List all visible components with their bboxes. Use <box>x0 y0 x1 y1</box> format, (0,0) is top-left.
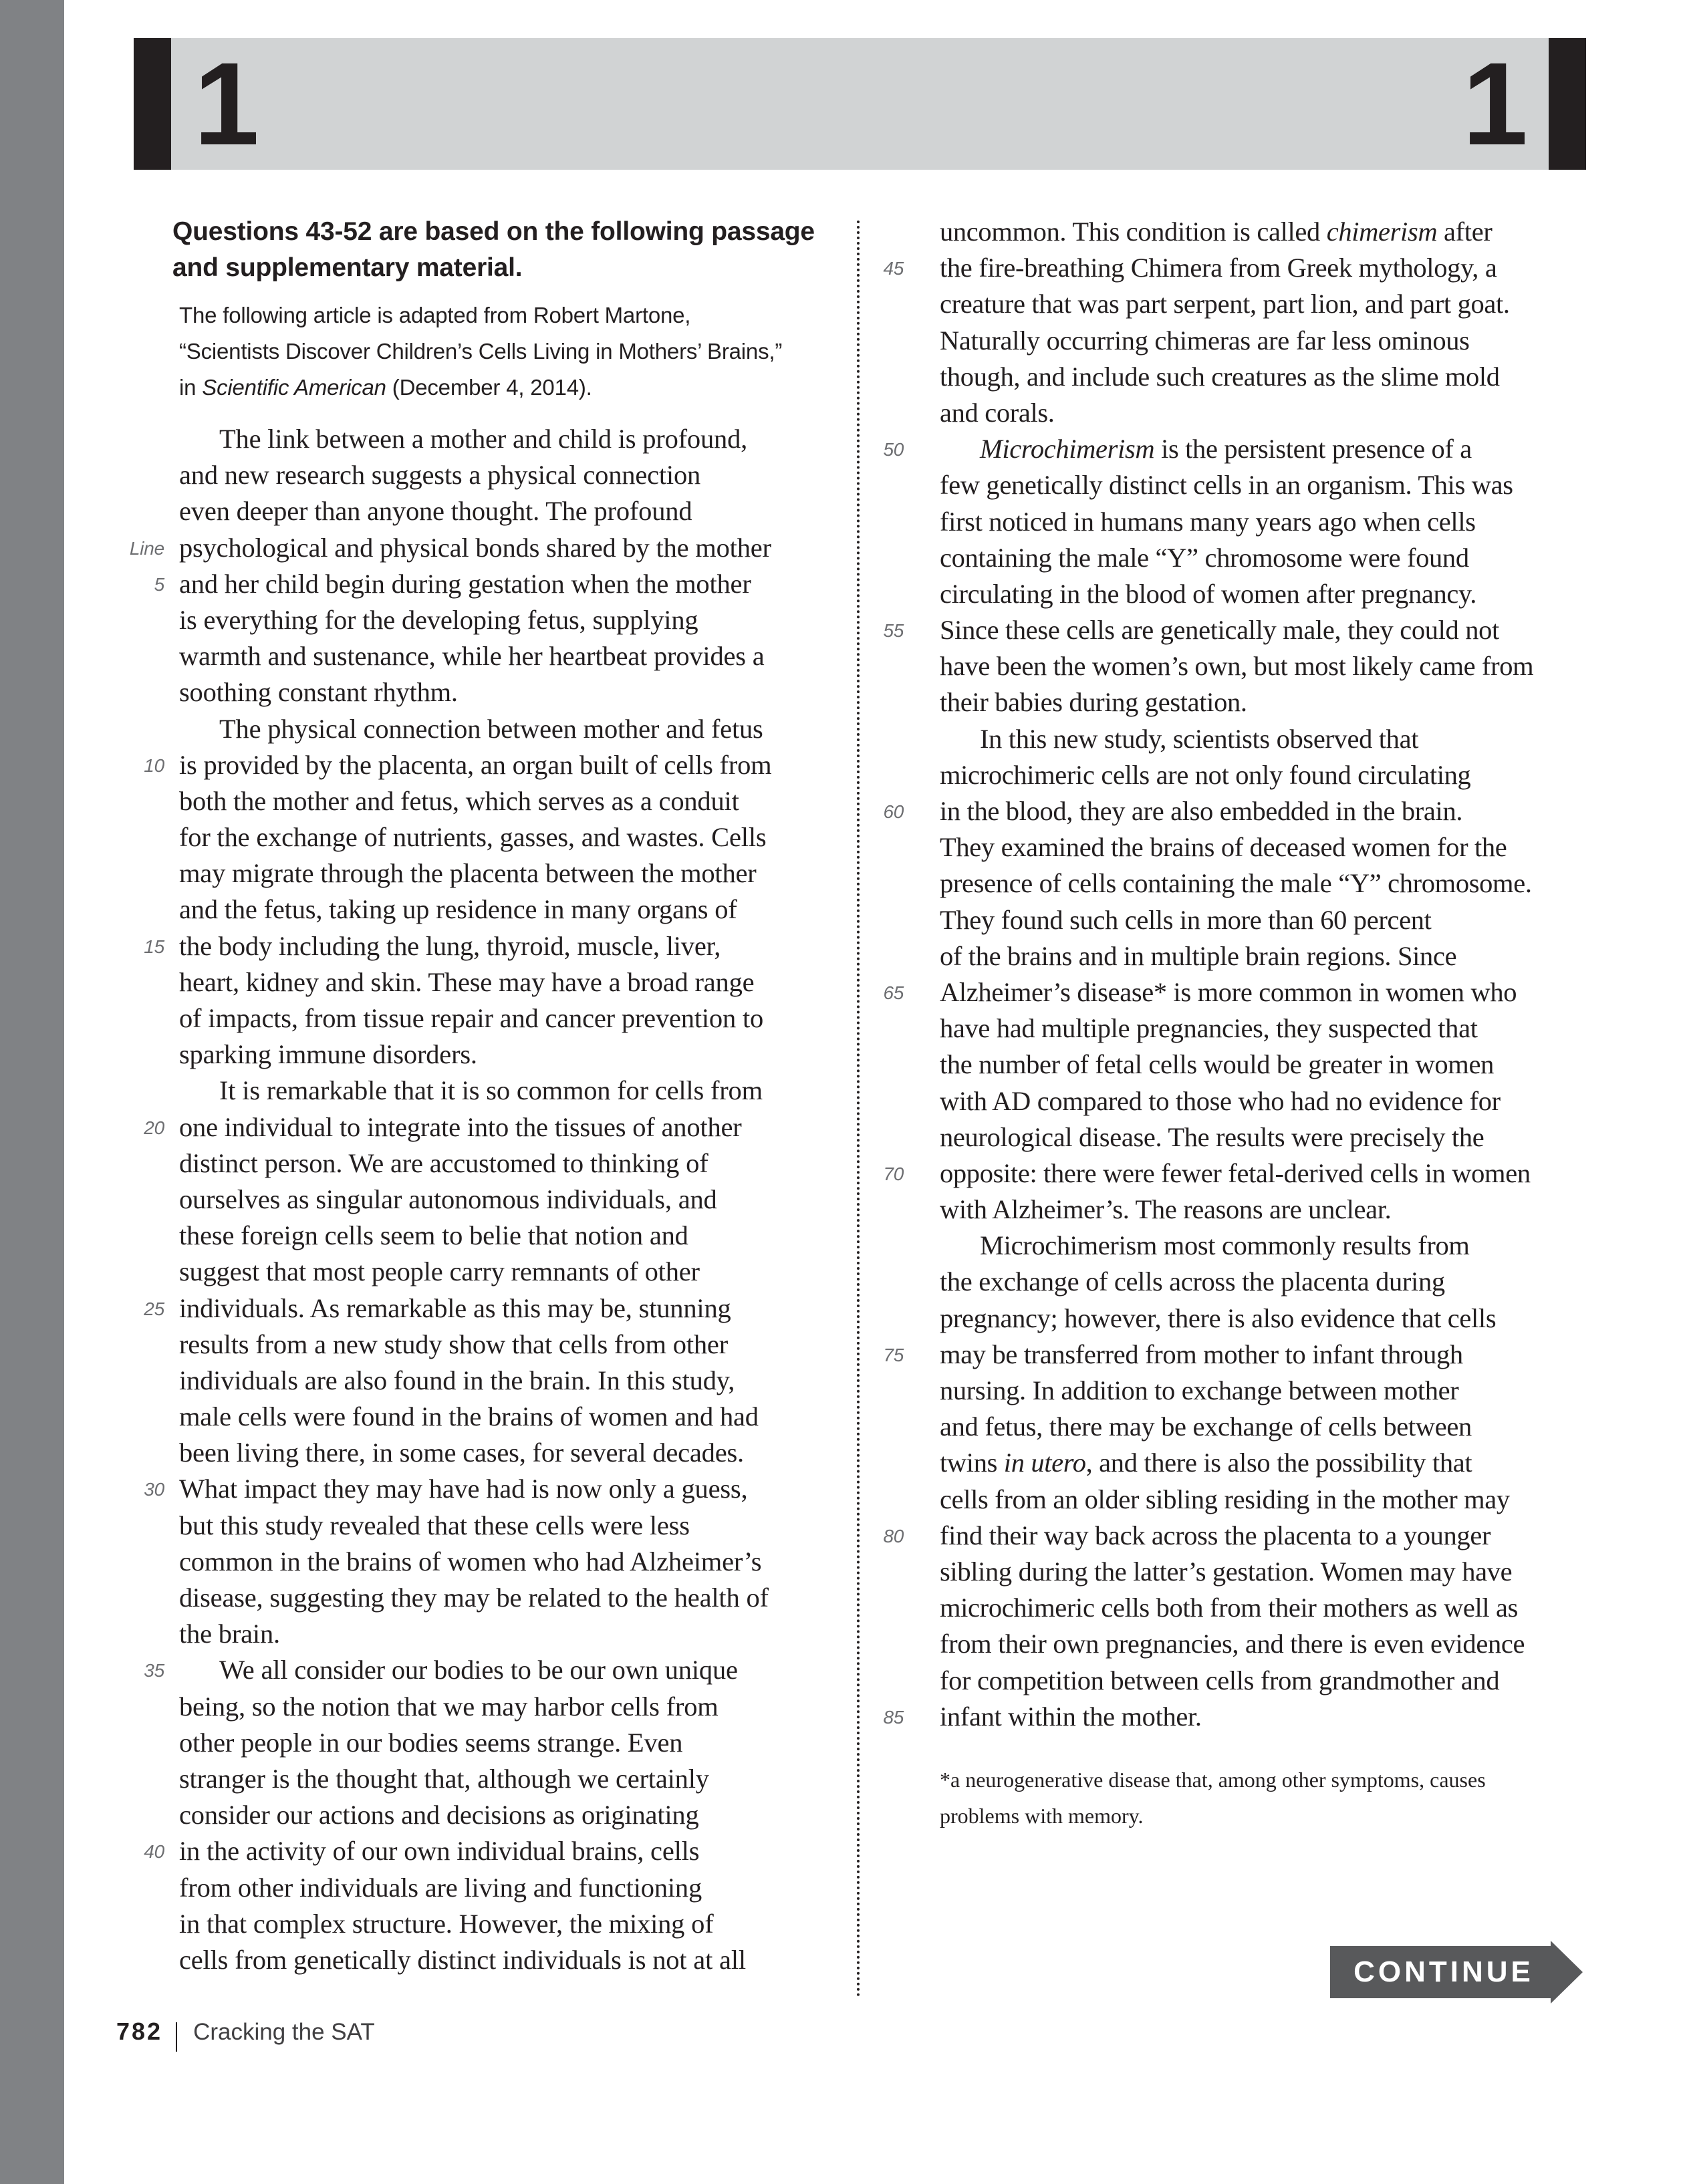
passage-line <box>883 1518 1581 1554</box>
passage-line <box>179 1689 827 1725</box>
passage-line-text: Naturally occurring chimeras are far less ominous <box>940 325 1470 356</box>
line-number: 70 <box>883 1163 904 1184</box>
passage-line <box>179 674 827 710</box>
passage-line <box>940 1010 1581 1047</box>
line-number: 60 <box>883 801 904 822</box>
line-number: 75 <box>883 1344 904 1365</box>
line-number: 55 <box>883 620 904 642</box>
passage-line <box>940 1445 1581 1481</box>
passage-line <box>144 1109 827 1145</box>
page-number: 782 <box>116 2018 163 2045</box>
passage-line-text: male cells were found in the brains of women and had <box>179 1401 759 1432</box>
passage-line-text: with AD compared to those who had no evidence for <box>940 1085 1501 1116</box>
passage-line <box>144 1833 827 1869</box>
passage-line <box>179 1327 827 1363</box>
passage-left <box>129 421 827 1978</box>
passage-line <box>940 1083 1581 1119</box>
passage-line <box>940 757 1581 793</box>
question-heading: Questions 43-52 are based on the following passage and supplementary material. <box>172 217 815 282</box>
passage-line-text: What impact they may have had is now only a guess, <box>179 1474 748 1504</box>
passage-line-text: these foreign cells seem to belie that notion and <box>179 1220 688 1251</box>
passage-line <box>179 1797 827 1833</box>
passage-line-text: containing the male “Y” chromosome were found <box>940 542 1469 573</box>
passage-line-text: have been the women’s own, but most likely came from <box>940 651 1534 682</box>
passage-line-text: nursing. In addition to exchange between mother <box>940 1375 1459 1405</box>
passage-line-text: They found such cells in more than 60 percent <box>940 904 1432 935</box>
passage-line-text: ourselves as singular autonomous individuals, and <box>179 1184 717 1214</box>
column-divider <box>857 221 860 1998</box>
passage-line <box>179 1254 827 1290</box>
passage-line-text: in the activity of our own individual brains, cells <box>179 1836 700 1867</box>
passage-line-text: for competition between cells from grandmother and <box>940 1665 1500 1695</box>
passage-line-text: In this new study, scientists observed that <box>980 723 1419 754</box>
passage-line <box>883 1337 1581 1373</box>
passage-line <box>179 1616 827 1652</box>
passage-line-text: results from a new study show that cells from other <box>179 1329 728 1359</box>
passage-line <box>940 323 1581 359</box>
passage-line <box>940 721 1581 757</box>
passage-line-text: sibling during the latter’s gestation. Women may have <box>940 1556 1513 1587</box>
passage-line <box>179 638 827 674</box>
passage-intro <box>179 297 827 406</box>
passage-line <box>179 1145 827 1182</box>
passage-line <box>129 530 827 566</box>
passage-line-text: They examined the brains of deceased women for the <box>940 832 1507 863</box>
passage-line <box>940 1228 1581 1264</box>
line-number: 15 <box>144 936 164 957</box>
passage-line-text: Since these cells are genetically male, they could not <box>940 615 1499 646</box>
passage-line-text: and her child begin during gestation when the mother <box>179 568 751 599</box>
page-footer <box>116 2012 375 2052</box>
passage-line <box>940 504 1581 540</box>
passage-line <box>940 684 1581 720</box>
line-number: 25 <box>144 1298 164 1319</box>
passage-line-text: the brain. <box>179 1619 280 1649</box>
line-number: 65 <box>883 982 904 1003</box>
passage-line-text: of the brains and in multiple brain regions. Since <box>940 940 1457 971</box>
passage-line <box>179 1435 827 1471</box>
passage-line <box>940 829 1581 865</box>
section-number-left: 1 <box>194 39 259 170</box>
passage-line <box>179 1761 827 1797</box>
passage-line <box>883 1155 1581 1192</box>
passage-line-text: neurological disease. The results were precisely the <box>940 1121 1484 1152</box>
passage-line <box>883 612 1581 648</box>
line-number: 10 <box>144 755 164 776</box>
passage-line <box>144 1290 827 1327</box>
passage-line <box>883 250 1581 286</box>
line-number: 35 <box>144 1660 164 1681</box>
passage-line <box>179 602 827 638</box>
line-number: 85 <box>883 1706 904 1728</box>
passage-line <box>940 1590 1581 1626</box>
passage-line <box>144 1652 827 1688</box>
line-number: 20 <box>144 1117 164 1138</box>
intro-text: (December 4, 2014). <box>386 375 592 400</box>
passage-line-text: The link between a mother and child is profound, <box>219 424 748 454</box>
passage-line <box>179 783 827 819</box>
footnote-line: problems with memory. <box>940 1803 1144 1828</box>
passage-line-text: infant within the mother. <box>940 1701 1202 1732</box>
passage-line <box>179 1580 827 1616</box>
passage-line-text: been living there, in some cases, for several decades. <box>179 1438 744 1468</box>
passage-line <box>940 359 1581 395</box>
intro-line: “Scientists Discover Children’s Cells Living in Mothers’ Brains,” <box>179 339 783 364</box>
passage-line <box>940 1264 1581 1300</box>
passage-line-text: after <box>1437 217 1493 247</box>
line-number: 45 <box>883 258 904 279</box>
passage-line <box>179 1363 827 1399</box>
passage-line <box>940 286 1581 322</box>
passage-line-text: individuals. As remarkable as this may be, stunning <box>179 1292 731 1323</box>
intro-line <box>179 370 827 406</box>
passage-line-text: is provided by the placenta, an organ built of cells from <box>179 749 772 780</box>
book-title: Cracking the SAT <box>193 2019 375 2045</box>
emphasized-term: chimerism <box>1326 217 1438 247</box>
intro-text: in <box>179 375 203 400</box>
passage-line-text: psychological and physical bonds shared by the mother <box>179 532 771 563</box>
passage-line-text: one individual to integrate into the tissues of another <box>179 1111 742 1142</box>
footnote-line: *a neurogenerative disease that, among other symptoms, causes <box>940 1767 1486 1792</box>
emphasized-term: in utero <box>1003 1448 1086 1478</box>
right-column <box>883 214 1581 1834</box>
passage-line <box>883 1699 1581 1735</box>
line-number: 30 <box>144 1479 164 1500</box>
passage-line <box>144 747 827 783</box>
passage-line <box>883 793 1581 829</box>
passage-line <box>179 421 827 457</box>
passage-line-text: of impacts, from tissue repair and cancer prevention to <box>179 1003 764 1033</box>
passage-line-text: have had multiple pregnancies, they suspected that <box>940 1013 1478 1044</box>
passage-line-text: the fire-breathing Chimera from Greek mythology, a <box>940 253 1497 283</box>
passage-line <box>179 892 827 928</box>
continue-button[interactable] <box>1330 1941 1584 2004</box>
passage-line <box>940 1301 1581 1337</box>
passage-line <box>940 1192 1581 1228</box>
passage-line-text: even deeper than anyone thought. The profound <box>179 496 692 527</box>
passage-line-text: few genetically distinct cells in an organism. This was <box>940 470 1513 501</box>
passage-line-text: disease, suggesting they may be related to the health of <box>179 1583 769 1613</box>
passage-line-text: twins <box>940 1448 1004 1478</box>
passage-line-text: opposite: there were fewer fetal-derived cells in women <box>940 1157 1531 1188</box>
passage-line-text: in that complex structure. However, the mixing of <box>179 1908 714 1939</box>
passage-line-text: common in the brains of women who had Alzheimer’s <box>179 1546 762 1577</box>
passage-line-text: in the blood, they are also embedded in the brain. <box>940 796 1463 826</box>
passage-line-text: cells from genetically distinct individuals is not at all <box>179 1944 746 1975</box>
passage-line <box>883 431 1581 467</box>
passage-line-text: for the exchange of nutrients, gasses, and wastes. Cells <box>179 822 767 853</box>
passage-line <box>940 1663 1581 1699</box>
passage-line-text: may be transferred from mother to infant through <box>940 1339 1463 1369</box>
passage-line-text: The physical connection between mother and fetus <box>219 713 763 744</box>
passage-right <box>883 214 1581 1735</box>
passage-line-text: Alzheimer’s disease* is more common in women who <box>940 976 1517 1007</box>
passage-line-text: the number of fetal cells would be greater in women <box>940 1049 1494 1080</box>
passage-line-text: sparking immune disorders. <box>179 1039 477 1070</box>
passage-line-text: , and there is also the possibility that <box>1085 1448 1472 1478</box>
passage-line <box>179 1906 827 1942</box>
passage-line-text: from other individuals are living and functioning <box>179 1872 702 1903</box>
passage-line-text: warmth and sustenance, while her heartbeat provides a <box>179 641 765 672</box>
passage-line-text: soothing constant rhythm. <box>179 677 458 708</box>
passage-line <box>179 1218 827 1254</box>
passage-line-text: with Alzheimer’s. The reasons are unclear. <box>940 1194 1392 1225</box>
passage-line-text: other people in our bodies seems strange. Even <box>179 1727 683 1758</box>
passage-line-text: microchimeric cells are not only found circulating <box>940 759 1471 790</box>
passage-line <box>179 1000 827 1037</box>
passage-line <box>940 576 1581 612</box>
passage-line-text: from their own pregnancies, and there is even evidence <box>940 1629 1525 1659</box>
passage-line <box>179 493 827 529</box>
passage-line-text: their babies during gestation. <box>940 687 1247 718</box>
section-number-right: 1 <box>1462 39 1528 170</box>
publication-title: Scientific American <box>202 375 386 400</box>
passage-line-text: is everything for the developing fetus, supplying <box>179 604 698 635</box>
passage-line-text: and fetus, there may be exchange of cells between <box>940 1411 1472 1442</box>
passage-line-text: Microchimerism most commonly results from <box>980 1230 1470 1261</box>
passage-line-text: may migrate through the placenta between the mother <box>179 858 757 889</box>
passage-line <box>179 964 827 1000</box>
passage-line <box>179 819 827 855</box>
passage-line <box>940 1482 1581 1518</box>
line-number: 50 <box>883 439 904 460</box>
passage-line-text: both the mother and fetus, which serves as a conduit <box>179 785 739 816</box>
passage-line-text: though, and include such creatures as the slime mold <box>940 361 1500 392</box>
passage-line-text: consider our actions and decisions as originating <box>179 1800 699 1830</box>
page-side-strip <box>0 0 64 2184</box>
passage-line-text: circulating in the blood of women after pregnancy. <box>940 578 1477 609</box>
footer-separator <box>176 2022 177 2052</box>
passage-line <box>144 928 827 964</box>
passage-line-text: distinct person. We are accustomed to thinking of <box>179 1147 708 1178</box>
continue-label: CONTINUE <box>1353 1955 1534 1988</box>
passage-line <box>179 1870 827 1906</box>
passage-line-text: is the persistent presence of a <box>1154 434 1472 464</box>
passage-line <box>940 1626 1581 1662</box>
passage-line <box>940 648 1581 684</box>
passage-line-text: but this study revealed that these cells were less <box>179 1510 690 1540</box>
passage-line <box>940 214 1581 250</box>
line-number: 80 <box>883 1525 904 1546</box>
passage-line-text: uncommon. This condition is called <box>940 217 1327 247</box>
passage-line-text: find their way back across the placenta to a younger <box>940 1520 1491 1550</box>
passage-line <box>940 540 1581 576</box>
passage-line <box>179 457 827 493</box>
line-number: 5 <box>154 573 164 595</box>
passage-line <box>179 1037 827 1073</box>
passage-line-text: being, so the notion that we may harbor cells from <box>179 1691 719 1722</box>
line-number: 40 <box>144 1841 164 1863</box>
passage-line-text: first noticed in humans many years ago when cells <box>940 506 1476 537</box>
passage-line <box>940 1409 1581 1445</box>
passage-line <box>940 902 1581 938</box>
passage-line-text: and the fetus, taking up residence in many organs of <box>179 894 737 925</box>
passage-line-text: heart, kidney and skin. These may have a broad range <box>179 966 755 997</box>
passage-line-text: and new research suggests a physical connection <box>179 460 701 491</box>
passage-line-text: suggest that most people carry remnants of other <box>179 1256 700 1287</box>
passage-line <box>179 1399 827 1435</box>
passage-line-text: microchimeric cells both from their mothers as well as <box>940 1593 1519 1623</box>
passage-line <box>179 1942 827 1978</box>
passage-line-text: individuals are also found in the brain. In this study, <box>179 1365 735 1395</box>
intro-line: The following article is adapted from Robert Martone, <box>179 303 691 327</box>
left-column <box>129 214 827 1978</box>
passage-line-text: the body including the lung, thyroid, muscle, liver, <box>179 930 721 961</box>
passage-line-text: and corals. <box>940 397 1055 428</box>
passage-line <box>940 1119 1581 1155</box>
passage-line <box>940 395 1581 431</box>
passage-line <box>940 467 1581 503</box>
passage-line <box>883 974 1581 1010</box>
passage-line-text: creature that was part serpent, part lion, and part goat. <box>940 289 1510 319</box>
passage-line-text: It is remarkable that it is so common for cells from <box>219 1075 763 1106</box>
passage-line <box>940 1554 1581 1590</box>
passage-line <box>179 1508 827 1544</box>
section-header-right-bar <box>1549 38 1586 170</box>
passage-line-text: the exchange of cells across the placenta during <box>940 1266 1445 1297</box>
section-header-left-bar <box>134 38 171 170</box>
footnote <box>940 1762 1581 1834</box>
passage-line <box>940 865 1581 902</box>
passage-line-text: stranger is the thought that, although we certainly <box>179 1763 709 1794</box>
passage-line <box>940 1373 1581 1409</box>
passage-line <box>179 1544 827 1580</box>
section-header-band <box>134 38 1586 170</box>
passage-line-text: cells from an older sibling residing in the mother may <box>940 1484 1510 1514</box>
passage-line <box>940 1047 1581 1083</box>
passage-line <box>179 1073 827 1109</box>
passage-line <box>940 938 1581 974</box>
line-label: Line <box>129 537 164 559</box>
passage-line-text: pregnancy; however, there is also evidence that cells <box>940 1303 1497 1333</box>
passage-line <box>179 711 827 747</box>
passage-line <box>179 1725 827 1761</box>
passage-line-text: We all consider our bodies to be our own unique <box>219 1655 738 1685</box>
passage-line <box>154 566 827 602</box>
passage-line-text: presence of cells containing the male “Y” chromosome. <box>940 868 1532 899</box>
passage-line <box>144 1471 827 1507</box>
passage-line <box>179 855 827 892</box>
emphasized-term: Microchimerism <box>980 434 1155 464</box>
passage-line <box>179 1182 827 1218</box>
